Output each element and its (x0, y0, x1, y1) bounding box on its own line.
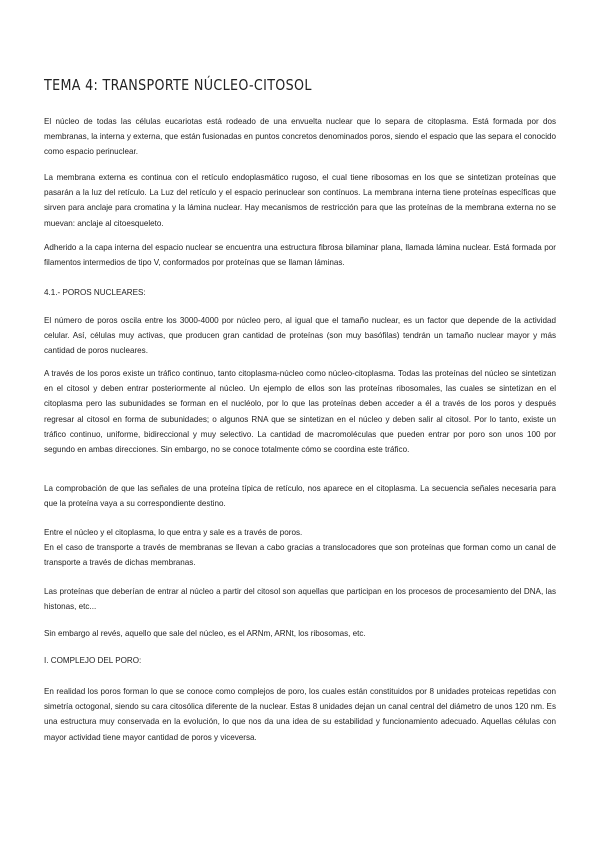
paragraph-complejo-poro: En realidad los poros forman lo que se conoce como complejos de poro, los cuales están constituidos por 8 unidades proteicas repetidas con simetría octogonal, siendo su cara citosólica diferente de la nuclear. Estas 8 unidades dejan un canal central del diámetro de unos 120 nm. Es una estructura muy conservada en la evolución, lo que nos da una idea de su estabilidad y funcionamiento adecuado. Aquellas células con mayor actividad tiene mayor cantidad de poros y viceversa. (44, 687, 556, 742)
section-heading-poros: 4.1.- POROS NUCLEARES: (44, 288, 146, 297)
paragraph-trafico: A través de los poros existe un tráfico continuo, tanto citoplasma-núcleo como núcleo-citoplasma. Todas las proteínas del núcleo se sintetizan en el citosol y deben entrar posteriormente al núcleo. Un ejemplo de ellos son las proteínas ribosomales, las cuales se sintetizan en el citoplasma pero las subunidades se forman en el nucléolo, por lo que las proteínas deben acceder a él a través de los poros y después regresar al citosol en forma de subunidades; o algunos RNA que se sintetizan en el núcleo y deben salir al citosol. Por lo tanto, existe un tráfico continuo, uniforme, bidireccional y muy selectivo. La cantidad de macromoléculas que pueden entrar por poro son unos 100 por segundo en ambas direcciones. Sin embargo, no se conoce totalmente cómo se coordina este tráfico. (44, 369, 556, 455)
paragraph-entre-nucleo: Entre el núcleo y el citoplasma, lo que entra y sale es a través de poros. (44, 528, 303, 537)
paragraph-envuelta-nuclear: El núcleo de todas las células eucariotas está rodeado de una envuelta nuclear que lo separa de citoplasma. Está formada por dos membranas, la interna y externa, que están fusionadas en puntos concretos denominados poros, siendo el espacio que las separa el conocido como espacio perinuclear. (44, 117, 556, 157)
paragraph-numero-poros: El número de poros oscila entre los 3000-4000 por núcleo pero, al igual que el tamaño nuclear, es un factor que depende de la actividad celular. Así, células muy activas, que producen gran cantidad de proteínas (son muy basófilas) tendrán un tamaño nuclear mayor y más cantidad de poros nucleares. (44, 316, 556, 356)
paragraph-translocadores: En el caso de transporte a través de membranas se llevan a cabo gracias a translocadores que son proteínas que forman como un canal de transporte a través de dichas membranas. (44, 543, 556, 568)
paragraph-senales: La comprobación de que las señales de una proteína típica de retículo, nos aparece en el citoplasma. La secuencia señales necesaria para que la proteína vaya a su correspondiente destino. (44, 484, 556, 509)
page-title: TEMA 4: TRANSPORTE NÚCLEO-CITOSOL (44, 76, 312, 94)
paragraph-lamina-nuclear: Adherido a la capa interna del espacio nuclear se encuentra una estructura fibrosa bilaminar plana, llamada lámina nuclear. Está formada por filamentos intermedios de tipo V, conformados por proteínas que se llaman láminas. (44, 243, 556, 268)
paragraph-membrana-externa: La membrana externa es continua con el retículo endoplasmático rugoso, el cual tiene ribosomas en los que se sintetizan proteínas que pasarán a la luz del retículo. La Luz del retículo y el espacio perinuclear son contínuos. La membrana interna tiene proteínas específicas que sirven para anclaje para cromatina y la lámina nuclear. Hay mecanismos de restricción para que las proteínas de la membrana externa no se muevan: anclaje al citoesqueleto. (44, 173, 556, 228)
paragraph-proteinas-entrada: Las proteínas que deberían de entrar al núcleo a partir del citosol son aquellas que participan en los procesos de procesamiento del DNA, las histonas, etc... (44, 587, 556, 612)
section-heading-complejo: I. COMPLEJO DEL PORO: (44, 656, 142, 665)
paragraph-salida: Sin embargo al revés, aquello que sale del núcleo, es el ARNm, ARNt, los ribosomas, etc. (44, 629, 366, 638)
